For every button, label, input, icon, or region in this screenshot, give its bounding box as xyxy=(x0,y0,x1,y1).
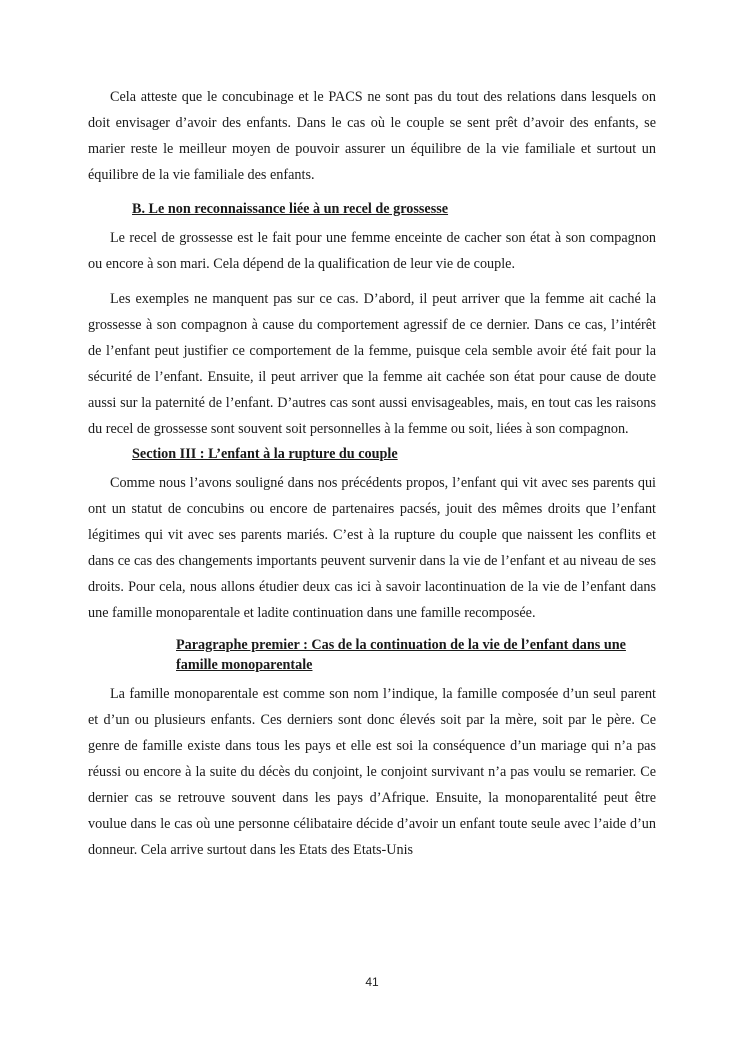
paragraph-famille-monoparentale: La famille monoparentale est comme son nom l’indique, la famille composée d’un seul parent et d’un ou plusieurs enfants. Ces derniers sont donc élevés soit par la mère, soit par le père. Ce genre de famille existe dans tous les pays et elle est soi la conséquence d’un mariage qui n’a pas réussi ou encore à la suite du décès du conjoint, le conjoint survivant n’a pas voulu se remarier. Ce dernier cas se retrouve souvent dans les pays d’Afrique. Ensuite, la monoparentalité peut être voulue dans le cas où une personne célibataire décide d’avoir un enfant toute seule avec l’aide d’un donneur. Cela arrive surtout dans les Etats des Etats-Unis xyxy=(88,686,656,858)
document-page xyxy=(88,84,656,863)
heading-recel-de-grossesse: B. Le non reconnaissance liée à un recel de grossesse xyxy=(132,201,449,217)
heading-section-iii: Section III : L’enfant à la rupture du couple xyxy=(132,446,398,462)
paragraph-recel-definition: Le recel de grossesse est le fait pour une femme enceinte de cacher son état à son compagnon ou encore à son mari. Cela dépend de la qualification de leur vie de couple. xyxy=(88,230,656,272)
heading-paragraphe-premier: Paragraphe premier : Cas de la continuation de la vie de l’enfant dans une famille monoparentale xyxy=(176,637,626,673)
paragraph-concubinage-pacs: Cela atteste que le concubinage et le PACS ne sont pas du tout des relations dans lesquels on doit envisager d’avoir des enfants. Dans le cas où le couple se sent prêt d’avoir des enfants, se marier reste le meilleur moyen de pouvoir assurer un équilibre de la vie familiale et surtout un équilibre de la vie familiale des enfants. xyxy=(88,89,656,183)
paragraph-rupture-couple: Comme nous l’avons souligné dans nos précédents propos, l’enfant qui vit avec ses parents qui ont un statut de concubins ou encore de partenaires pacsés, jouit des mêmes droits que l’enfant légitimes qui vit avec ses parents mariés. C’est à la rupture du couple que naissent les conflits et dans ce cas des changements importants peuvent survenir dans la vie de l’enfant et au niveau de ses droits. Pour cela, nous allons étudier deux cas ici à savoir lacontinuation de la vie de l’enfant dans une famille monoparentale et ladite continuation dans une famille recomposée. xyxy=(88,475,656,621)
paragraph-recel-exemples: Les exemples ne manquent pas sur ce cas. D’abord, il peut arriver que la femme ait caché la grossesse à son compagnon à cause du comportement agressif de ce dernier. Dans ce cas, l’intérêt de l’enfant peut justifier ce comportement de la femme, puisque cela semble avoir été fait pour la sécurité de l’enfant. Ensuite, il peut arriver que la femme ait cachée son état pour cause de doute aussi sur la paternité de l’enfant. D’autres cas sont aussi envisageables, mais, en tout cas les raisons du recel de grossesse sont souvent soit personnelles à la femme ou soit, liées à son compagnon. xyxy=(88,291,656,437)
page-number: 41 xyxy=(365,975,379,989)
